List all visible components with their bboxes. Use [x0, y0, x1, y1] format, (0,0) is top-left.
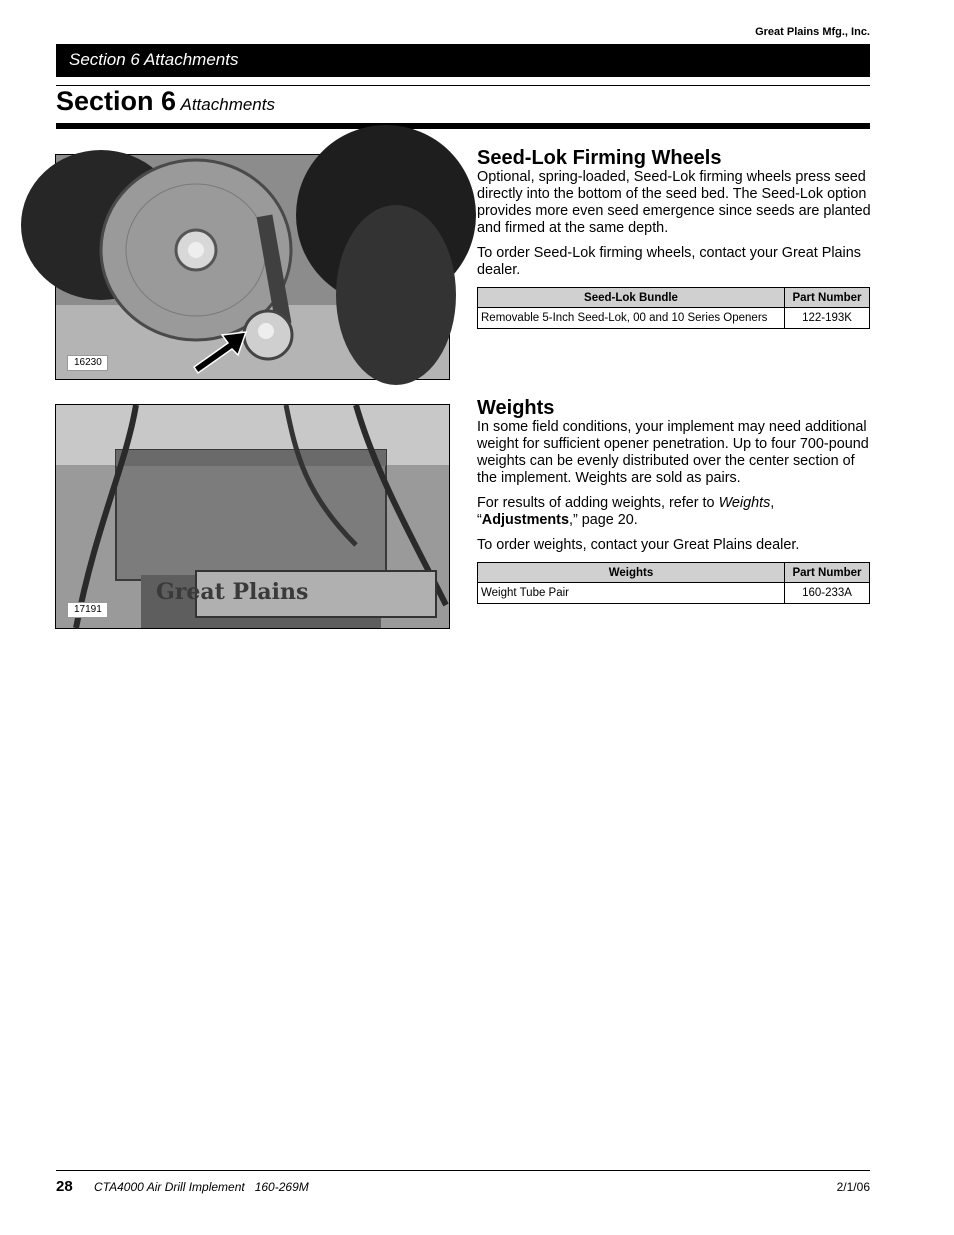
weights-photo-brand: Great Plains	[156, 579, 309, 605]
title-rule	[56, 123, 870, 129]
table-header-description: Weights	[478, 563, 785, 583]
weights-heading: Weights	[477, 397, 555, 419]
company-name: Great Plains Mfg., Inc.	[755, 26, 870, 38]
table-header-part-number: Part Number	[785, 563, 870, 583]
seedlok-photo	[55, 154, 450, 380]
seedlok-section	[477, 147, 871, 329]
document-title: CTA4000 Air Drill Implement 160-269M	[94, 1180, 309, 1194]
table-row	[478, 308, 870, 329]
seedlok-heading: Seed-Lok Firming Wheels	[477, 147, 722, 169]
page-title	[56, 86, 275, 117]
weights-parts-table	[477, 562, 870, 604]
document-date: 2/1/06	[836, 1180, 870, 1194]
weights-section	[477, 397, 871, 604]
table-row	[478, 583, 870, 604]
page-title-main: Section 6	[56, 86, 177, 116]
table-header-part-number: Part Number	[785, 288, 870, 308]
seedlok-parts-table	[477, 287, 870, 329]
weights-paragraph-3: To order weights, contact your Great Plains dealer.	[477, 537, 800, 553]
weights-reference: Weights	[718, 495, 771, 511]
figure-label: 16230	[67, 355, 108, 371]
table-header-description: Seed-Lok Bundle	[478, 288, 785, 308]
adjustments-reference: Adjustments	[481, 512, 569, 528]
table-cell-description: Removable 5-Inch Seed-Lok, 00 and 10 Series Openers	[478, 308, 785, 329]
table-cell-description: Weight Tube Pair	[478, 583, 785, 604]
table-header-row	[478, 288, 870, 308]
figure-label: 17191	[67, 602, 108, 618]
weights-paragraph-1: In some field conditions, your implement may need additional weight for sufficient opener penetration. Up to four 700-pound weights can be evenly distributed over the center section of the implement. Weights are sold as pairs.	[477, 419, 869, 486]
seedlok-paragraph-1: Optional, spring-loaded, Seed-Lok firming wheels press seed directly into the bottom of the seed bed. The Seed-Lok option provides more even seed emergence since seeds are planted and firmed at the same depth.	[477, 169, 871, 236]
page-title-sub: Attachments	[180, 95, 275, 114]
section-header-bar: Section 6 Attachments	[56, 44, 870, 77]
weights-photo	[55, 404, 450, 629]
table-cell-part-number: 160-233A	[785, 583, 870, 604]
table-header-row	[478, 563, 870, 583]
seedlok-paragraph-2: To order Seed-Lok firming wheels, contact your Great Plains dealer.	[477, 245, 861, 278]
table-cell-part-number: 122-193K	[785, 308, 870, 329]
footer-divider	[56, 1170, 870, 1171]
weights-paragraph-2: For results of adding weights, refer to Weights, “Adjustments,” page 20.	[477, 495, 775, 528]
page-number: 28	[56, 1178, 73, 1195]
